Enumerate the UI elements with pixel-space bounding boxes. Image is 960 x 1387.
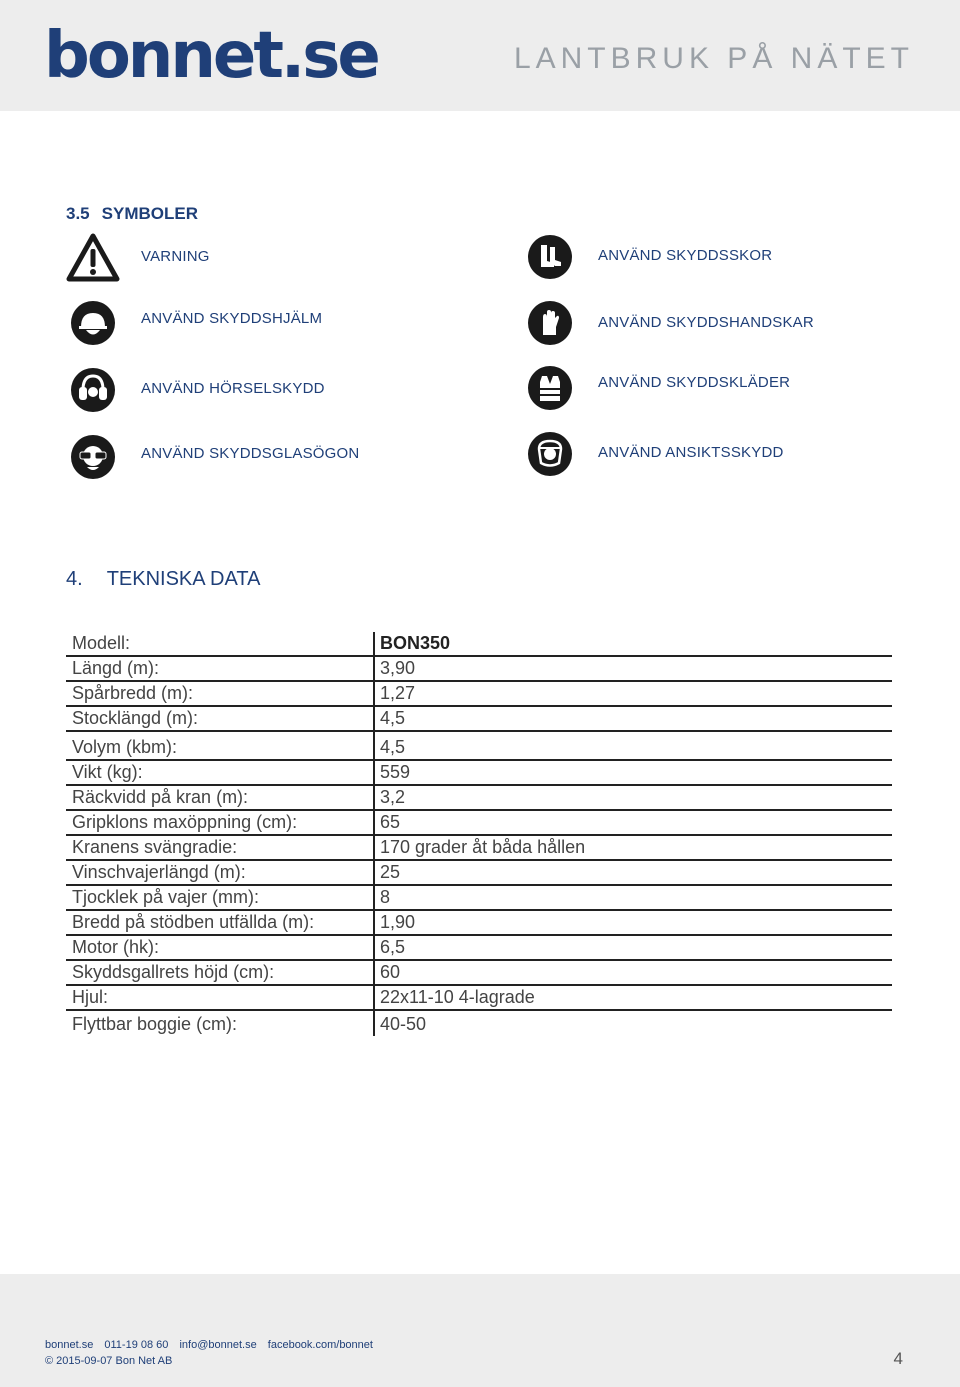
spec-label: Bredd på stödben utfällda (m): [72, 912, 315, 932]
table-row [66, 911, 892, 936]
footer-facebook-link[interactable]: facebook.com/bonnet [267, 1339, 373, 1351]
table-row [66, 1011, 892, 1036]
spec-label: Motor (hk): [72, 937, 160, 957]
spec-label: Räckvidd på kran (m): [72, 787, 249, 807]
table-row [66, 836, 892, 861]
symbol-label-safety-boots: ANVÄND SKYDDSSKOR [598, 247, 773, 264]
spec-value: 6,5 [380, 937, 406, 957]
page-footer [0, 1274, 960, 1387]
symbols-section-title [66, 204, 198, 224]
symbol-label-safety-glasses: ANVÄND SKYDDSGLASÖGON [141, 445, 360, 462]
spec-label: Gripklons maxöppning (cm): [72, 812, 298, 832]
footer-copyright: © 2015-09-07 Bon Net AB [45, 1355, 173, 1367]
bonnet-logo[interactable]: bonnet.se [44, 19, 378, 93]
spec-label: Stocklängd (m): [72, 708, 199, 728]
spec-value: 1,90 [380, 912, 416, 932]
protective-vest-icon [528, 366, 572, 410]
symbol-label-ear-protection: ANVÄND HÖRSELSKYDD [141, 380, 325, 397]
symbol-label-warning: VARNING [141, 248, 210, 265]
spec-label: Vikt (kg): [72, 762, 143, 782]
symbol-label-face-shield: ANVÄND ANSIKTSSKYDD [598, 444, 784, 461]
spec-label: Spårbredd (m): [72, 683, 194, 703]
spec-label: Tjocklek på vajer (mm): [72, 887, 260, 907]
warning-triangle-icon [66, 233, 120, 283]
spec-value: BON350 [380, 633, 451, 653]
face-shield-icon [528, 432, 572, 476]
spec-label: Flyttbar boggie (cm): [72, 1014, 238, 1034]
section-number: 4. [66, 568, 83, 590]
section-title-text: SYMBOLER [101, 204, 198, 223]
spec-label: Modell: [72, 633, 131, 653]
footer-phone: 011-19 08 60 [104, 1339, 169, 1351]
table-row [66, 936, 892, 961]
spec-value: 4,5 [380, 737, 406, 757]
tech-section-title [66, 568, 260, 591]
symbol-label-protective-clothing: ANVÄND SKYDDSKLÄDER [598, 374, 791, 391]
gloves-icon [528, 301, 572, 345]
spec-value: 4,5 [380, 708, 406, 728]
table-row [66, 707, 892, 732]
table-row [66, 811, 892, 836]
table-row [66, 632, 892, 657]
spec-label: Vinschvajerlängd (m): [72, 862, 246, 882]
section-number: 3.5 [66, 204, 90, 223]
spec-value: 60 [380, 962, 401, 982]
table-row [66, 961, 892, 986]
spec-label: Kranens svängradie: [72, 837, 238, 857]
section-title-text: TEKNISKA DATA [106, 568, 261, 590]
table-row [66, 986, 892, 1011]
spec-label: Hjul: [72, 987, 109, 1007]
footer-contact-links [45, 1339, 381, 1351]
spec-value: 22x11-10 4-lagrade [380, 987, 535, 1007]
spec-value: 559 [380, 762, 411, 782]
table-row [66, 682, 892, 707]
spec-table [66, 632, 892, 1036]
footer-website-link[interactable]: bonnet.se [45, 1339, 94, 1351]
spec-value: 40-50 [380, 1014, 427, 1034]
symbol-label-gloves: ANVÄND SKYDDSHANDSKAR [598, 314, 814, 331]
spec-value: 1,27 [380, 683, 416, 703]
safety-boots-icon [528, 235, 572, 279]
spec-value: 170 grader åt båda hållen [380, 837, 586, 857]
ear-protection-icon [71, 368, 115, 412]
spec-value: 25 [380, 862, 401, 882]
table-row [66, 786, 892, 811]
table-row [66, 861, 892, 886]
spec-value: 65 [380, 812, 401, 832]
spec-label: Skyddsgallrets höjd (cm): [72, 962, 275, 982]
spec-label: Längd (m): [72, 658, 160, 678]
table-row [66, 657, 892, 682]
table-row [66, 886, 892, 911]
spec-value: 3,90 [380, 658, 416, 678]
safety-glasses-icon [71, 435, 115, 479]
spec-label: Volym (kbm): [72, 737, 178, 757]
header-tagline: LANTBRUK PÅ NÄTET [513, 42, 914, 75]
page-number: 4 [893, 1349, 903, 1368]
footer-email-link[interactable]: info@bonnet.se [179, 1339, 257, 1351]
symbol-label-helmet: ANVÄND SKYDDSHJÄLM [141, 310, 323, 327]
helmet-icon [71, 301, 115, 345]
spec-value: 8 [380, 887, 391, 907]
table-row [66, 761, 892, 786]
table-row [66, 736, 892, 761]
spec-value: 3,2 [380, 787, 406, 807]
page-header [0, 0, 960, 111]
